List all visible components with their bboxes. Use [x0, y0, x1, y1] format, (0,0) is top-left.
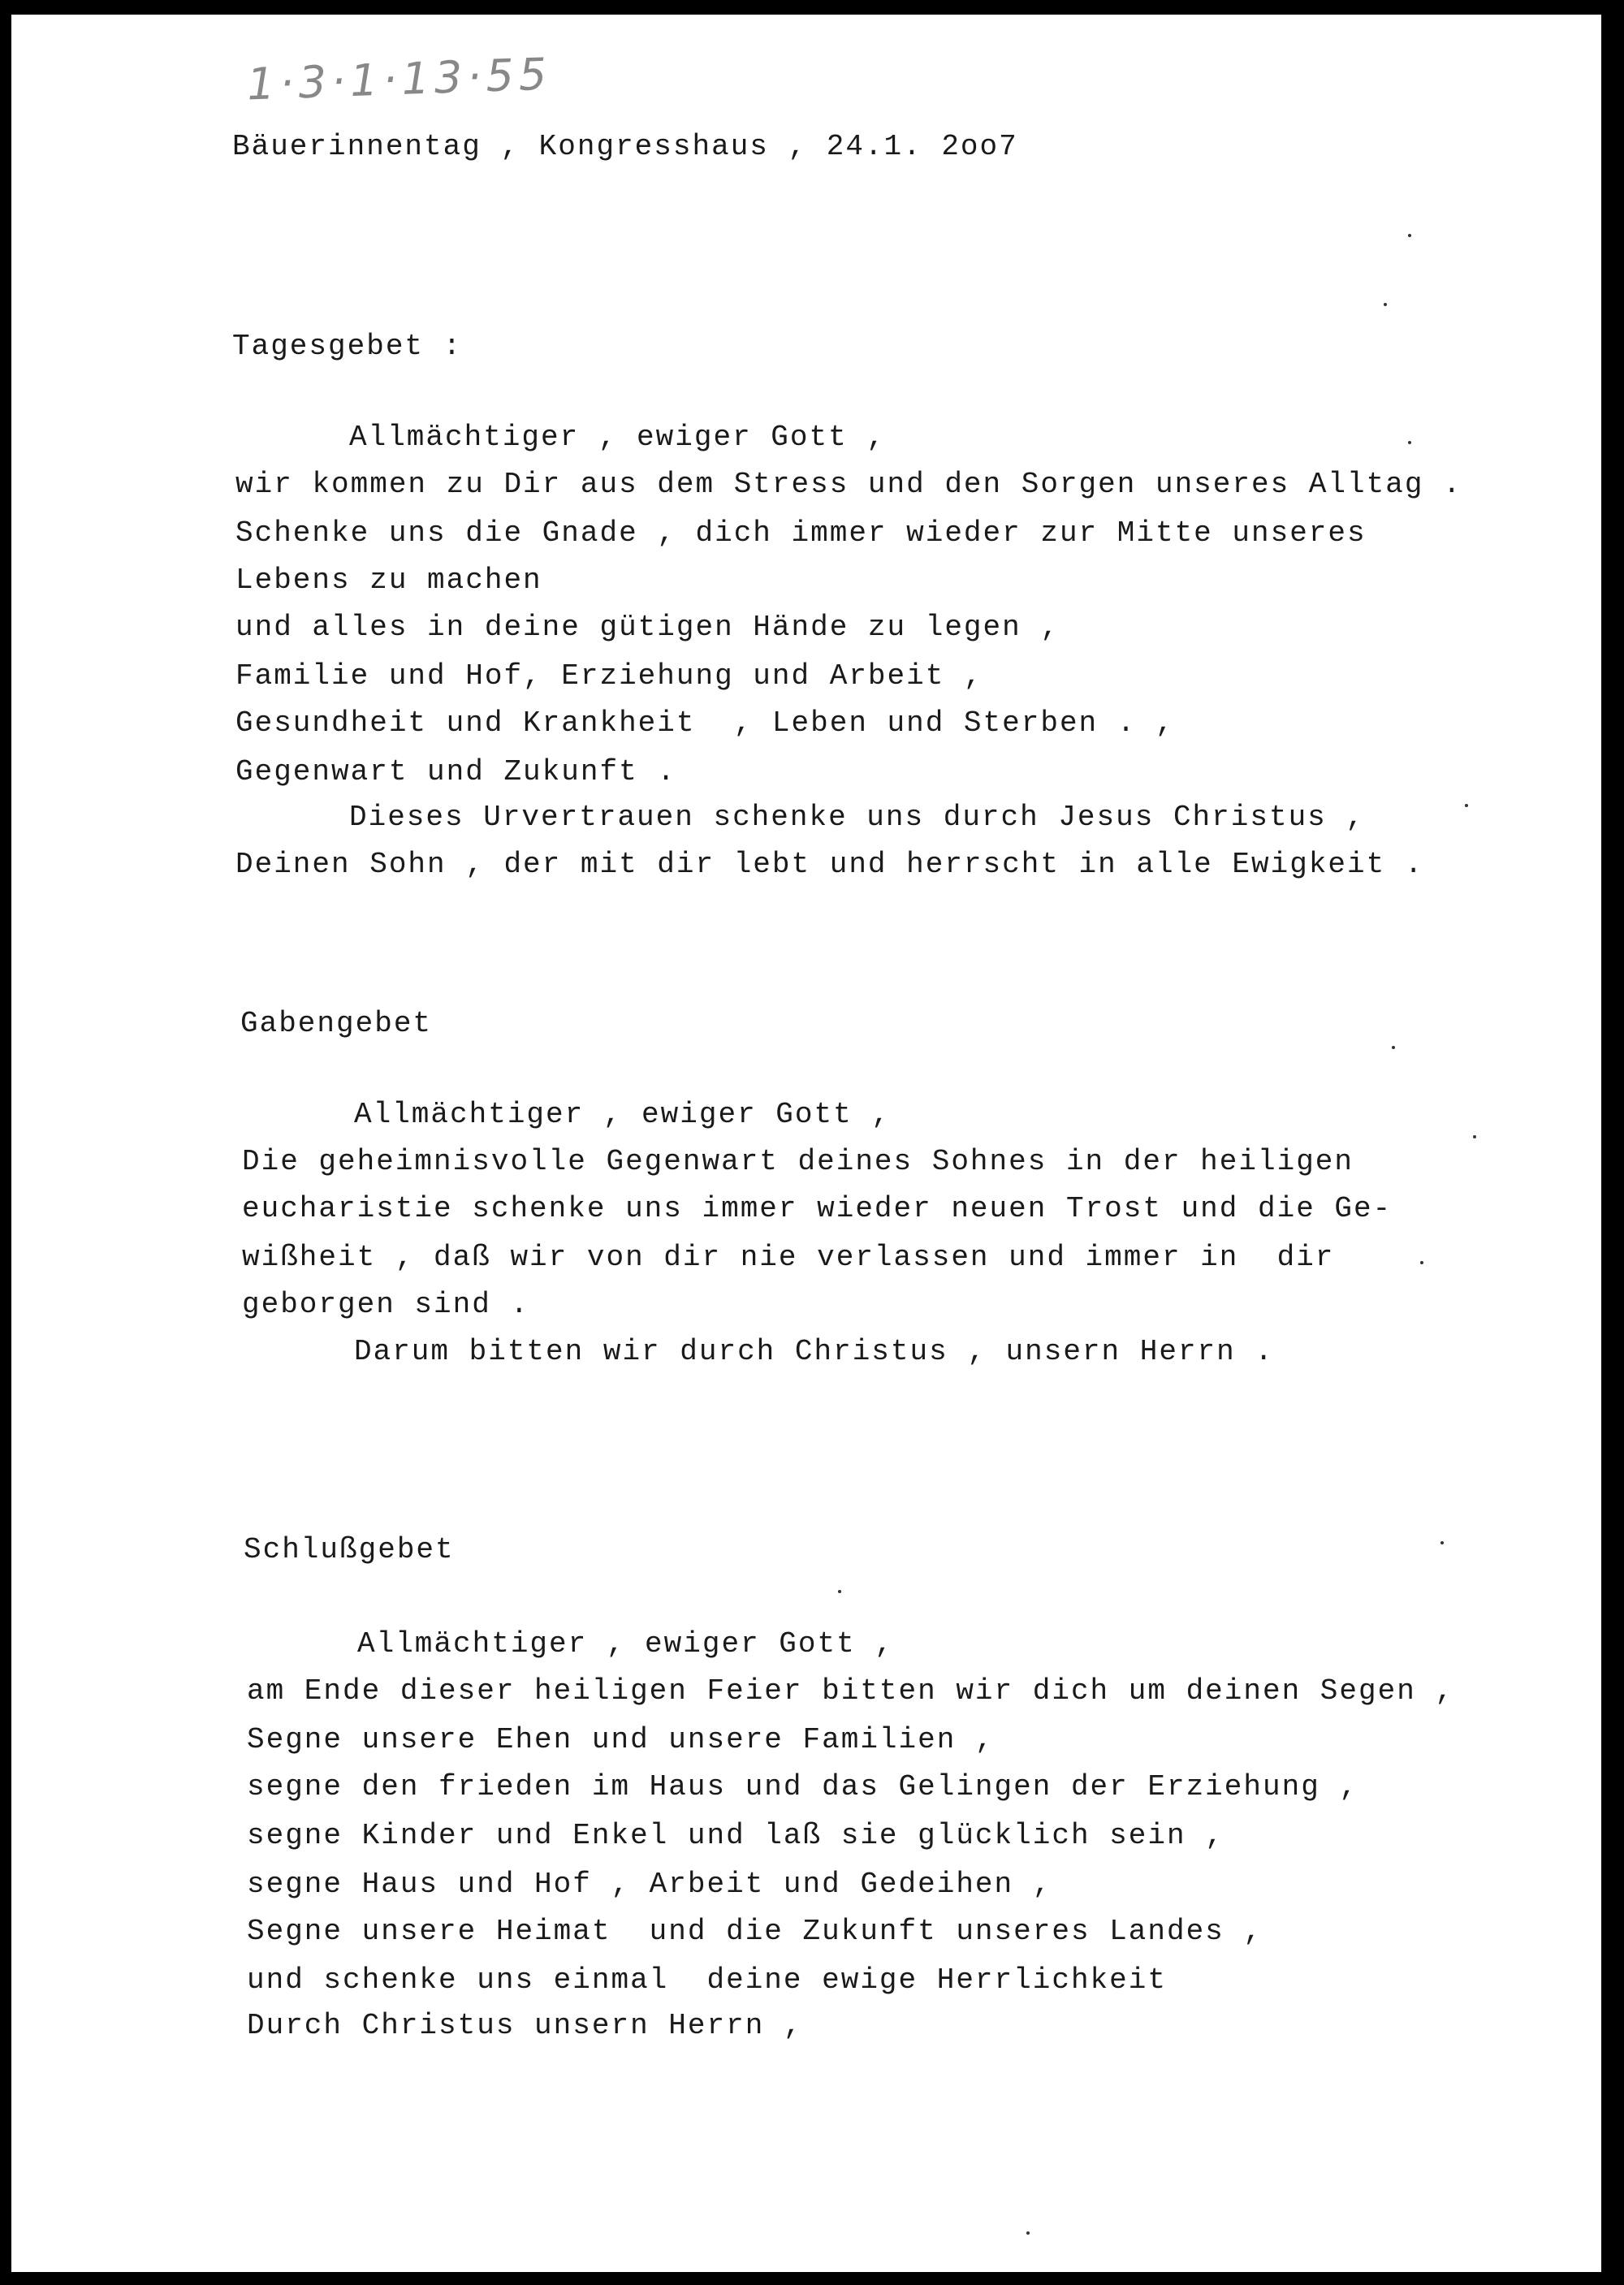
gabengebet-line: wißheit , daß wir von dir nie verlassen und immer in dir	[242, 1241, 1335, 1274]
schlussgebet-line: am Ende dieser heiligen Feier bitten wir dich um deinen Segen ,	[247, 1674, 1455, 1708]
gabengebet-line: geborgen sind .	[242, 1288, 530, 1321]
schlussgebet-line: Durch Christus unsern Herrn ,	[247, 2009, 803, 2042]
tagesgebet-line: Gesundheit und Krankheit , Leben und Sterben . ,	[235, 706, 1175, 740]
schlussgebet-line: segne den frieden im Haus und das Gelingen der Erziehung ,	[247, 1770, 1359, 1803]
tagesgebet-line: Schenke uns die Gnade , dich immer wieder zur Mitte unseres	[235, 516, 1367, 550]
scan-speck	[1384, 303, 1387, 306]
gabengebet-line: eucharistie schenke uns immer wieder neuen Trost und die Ge-	[242, 1192, 1393, 1225]
tagesgebet-line: Familie und Hof, Erziehung und Arbeit ,	[235, 659, 983, 693]
gabengebet-line: Die geheimnisvolle Gegenwart deines Sohnes in der heiligen	[242, 1145, 1354, 1178]
schlussgebet-line: Segne unsere Heimat und die Zukunft unseres Landes ,	[247, 1915, 1263, 1948]
gabengebet-line: Allmächtiger , ewiger Gott ,	[354, 1098, 891, 1131]
scan-speck	[1473, 1135, 1476, 1138]
schlussgebet-line: Allmächtiger , ewiger Gott ,	[357, 1627, 894, 1661]
scan-speck	[1465, 804, 1468, 807]
scan-speck	[1392, 1046, 1395, 1049]
tagesgebet-line: Deinen Sohn , der mit dir lebt und herrscht in alle Ewigkeit .	[235, 848, 1424, 881]
scan-speck	[1420, 1261, 1423, 1264]
scan-speck	[1440, 1541, 1444, 1544]
archive-number: 1·3·1·13·55	[246, 48, 553, 110]
tagesgebet-heading: Tagesgebet :	[232, 330, 463, 363]
schlussgebet-line: und schenke uns einmal deine ewige Herrlichkeit	[247, 1963, 1167, 1997]
tagesgebet-line: wir kommen zu Dir aus dem Stress und den Sorgen unseres Alltag .	[235, 468, 1462, 501]
tagesgebet-line: Dieses Urvertrauen schenke uns durch Jesus Christus ,	[349, 801, 1365, 834]
header-line: Bäuerinnentag , Kongresshaus , 24.1. 2oo7	[232, 130, 1018, 163]
scan-speck	[1408, 441, 1411, 444]
gabengebet-line: Darum bitten wir durch Christus , unsern Herrn .	[354, 1335, 1274, 1368]
document-page	[11, 15, 1601, 2272]
tagesgebet-line: Lebens zu machen	[235, 564, 542, 597]
schlussgebet-line: segne Haus und Hof , Arbeit und Gedeihen ,	[247, 1868, 1052, 1901]
tagesgebet-line: und alles in deine gütigen Hände zu legen ,	[235, 611, 1060, 644]
tagesgebet-line: Gegenwart und Zukunft .	[235, 755, 676, 788]
schlussgebet-line: segne Kinder und Enkel und laß sie glücklich sein ,	[247, 1819, 1224, 1852]
gabengebet-heading: Gabengebet	[240, 1007, 433, 1040]
scan-speck	[838, 1590, 841, 1593]
tagesgebet-line: Allmächtiger , ewiger Gott ,	[349, 421, 886, 454]
schlussgebet-line: Segne unsere Ehen und unsere Familien ,	[247, 1723, 995, 1756]
schlussgebet-heading: Schlußgebet	[244, 1533, 455, 1566]
scan-speck	[1026, 2231, 1030, 2235]
scan-speck	[1408, 234, 1411, 237]
